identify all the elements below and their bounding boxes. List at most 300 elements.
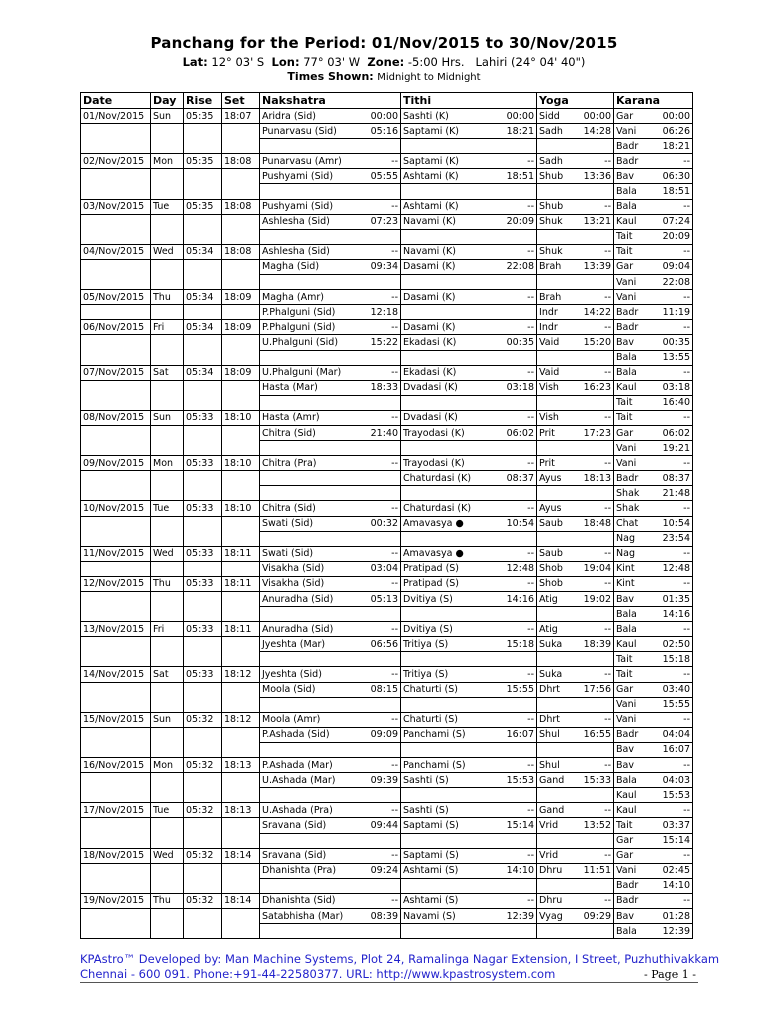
cell-yoga: Vrid: [537, 818, 574, 833]
cell-yoga: [537, 441, 574, 456]
cell-karana-time: --: [647, 501, 693, 516]
cell-nakshatra: P.Phalguni (Sid): [260, 320, 359, 335]
cell-rise: [184, 425, 222, 440]
cell-nakshatra: [260, 924, 359, 939]
cell-karana-time: 20:09: [647, 229, 693, 244]
cell-nakshatra-time: 05:16: [359, 124, 401, 139]
cell-rise: [184, 259, 222, 274]
cell-tithi: Trayodasi (K): [401, 456, 495, 471]
cell-date: 05/Nov/2015: [81, 290, 151, 305]
cell-day: [151, 516, 184, 531]
cell-karana: Kint: [614, 561, 647, 576]
cell-karana-time: 14:10: [647, 878, 693, 893]
cell-set: [222, 214, 260, 229]
cell-date: 03/Nov/2015: [81, 199, 151, 214]
cell-set: 18:11: [222, 546, 260, 561]
cell-yoga: Sadh: [537, 124, 574, 139]
cell-yoga-time: --: [574, 365, 614, 380]
cell-yoga: [537, 184, 574, 199]
cell-karana: Tait: [614, 410, 647, 425]
col-set: Set: [222, 93, 260, 109]
cell-day: [151, 773, 184, 788]
cell-tithi-time: [495, 305, 537, 320]
table-row: [81, 576, 693, 591]
cell-yoga: Sidd: [537, 109, 574, 124]
cell-nakshatra-time: [359, 229, 401, 244]
cell-yoga-time: 18:48: [574, 516, 614, 531]
cell-nakshatra: Magha (Amr): [260, 290, 359, 305]
cell-day: Thu: [151, 893, 184, 908]
cell-yoga-time: [574, 229, 614, 244]
cell-nakshatra: [260, 275, 359, 290]
cell-date: 09/Nov/2015: [81, 456, 151, 471]
cell-set: [222, 607, 260, 622]
lon-value: 77° 03' W: [303, 55, 361, 69]
cell-tithi-time: --: [495, 576, 537, 591]
table-row: [81, 652, 693, 667]
cell-rise: [184, 229, 222, 244]
cell-yoga-time: --: [574, 622, 614, 637]
cell-tithi-time: 00:00: [495, 109, 537, 124]
cell-yoga-time: [574, 441, 614, 456]
cell-day: [151, 259, 184, 274]
table-row: [81, 742, 693, 757]
cell-yoga-time: --: [574, 758, 614, 773]
cell-rise: [184, 773, 222, 788]
col-rise: Rise: [184, 93, 222, 109]
cell-yoga: Indr: [537, 320, 574, 335]
cell-yoga: Prit: [537, 456, 574, 471]
cell-set: 18:13: [222, 758, 260, 773]
cell-tithi-time: --: [495, 320, 537, 335]
cell-tithi: Amavasya ●: [401, 546, 495, 561]
cell-set: [222, 335, 260, 350]
cell-nakshatra-time: --: [359, 576, 401, 591]
table-row: [81, 456, 693, 471]
cell-karana-time: 03:37: [647, 818, 693, 833]
cell-day: Thu: [151, 290, 184, 305]
cell-rise: [184, 335, 222, 350]
cell-tithi: [401, 139, 495, 154]
cell-date: [81, 380, 151, 395]
cell-nakshatra-time: 07:23: [359, 214, 401, 229]
cell-karana: Kaul: [614, 637, 647, 652]
cell-karana-time: 11:19: [647, 305, 693, 320]
cell-yoga-time: --: [574, 244, 614, 259]
table-row: [81, 667, 693, 682]
cell-nakshatra-time: 21:40: [359, 425, 401, 440]
cell-yoga: [537, 924, 574, 939]
cell-yoga: Ayus: [537, 471, 574, 486]
cell-yoga: Brah: [537, 259, 574, 274]
cell-day: Tue: [151, 803, 184, 818]
cell-yoga: [537, 486, 574, 501]
cell-karana: Tait: [614, 395, 647, 410]
cell-nakshatra: Ashlesha (Sid): [260, 214, 359, 229]
cell-date: [81, 592, 151, 607]
table-row: [81, 124, 693, 139]
cell-karana: Bala: [614, 924, 647, 939]
cell-tithi-time: [495, 184, 537, 199]
cell-yoga-time: [574, 184, 614, 199]
cell-yoga: Vish: [537, 410, 574, 425]
cell-nakshatra-time: --: [359, 667, 401, 682]
cell-nakshatra-time: --: [359, 365, 401, 380]
cell-yoga-time: --: [574, 848, 614, 863]
cell-date: 06/Nov/2015: [81, 320, 151, 335]
cell-nakshatra-time: [359, 184, 401, 199]
table-row: [81, 229, 693, 244]
cell-nakshatra: U.Phalguni (Sid): [260, 335, 359, 350]
table-row: [81, 335, 693, 350]
cell-tithi-time: 12:48: [495, 561, 537, 576]
cell-yoga: [537, 652, 574, 667]
cell-karana-time: 15:14: [647, 833, 693, 848]
cell-yoga-time: [574, 833, 614, 848]
cell-tithi: Dasami (K): [401, 290, 495, 305]
cell-set: [222, 350, 260, 365]
cell-tithi-time: 08:37: [495, 471, 537, 486]
cell-day: Sun: [151, 109, 184, 124]
cell-day: [151, 652, 184, 667]
cell-tithi: Saptami (S): [401, 848, 495, 863]
cell-set: 18:10: [222, 456, 260, 471]
cell-yoga: Shuk: [537, 244, 574, 259]
cell-set: 18:09: [222, 365, 260, 380]
table-row: [81, 214, 693, 229]
cell-nakshatra: [260, 139, 359, 154]
table-row: [81, 109, 693, 124]
cell-nakshatra-time: 00:00: [359, 109, 401, 124]
cell-rise: [184, 471, 222, 486]
cell-rise: 05:34: [184, 290, 222, 305]
cell-karana: Bala: [614, 622, 647, 637]
cell-date: [81, 818, 151, 833]
cell-karana: Bav: [614, 592, 647, 607]
cell-day: Sun: [151, 410, 184, 425]
cell-date: [81, 335, 151, 350]
cell-nakshatra: [260, 395, 359, 410]
cell-set: 18:09: [222, 290, 260, 305]
cell-tithi-time: 06:02: [495, 425, 537, 440]
table-row: [81, 788, 693, 803]
col-date: Date: [81, 93, 151, 109]
location-line: [0, 55, 768, 69]
cell-set: [222, 441, 260, 456]
cell-yoga-time: 00:00: [574, 109, 614, 124]
cell-karana-time: 22:08: [647, 275, 693, 290]
cell-yoga-time: [574, 275, 614, 290]
table-row: [81, 441, 693, 456]
table-row: [81, 607, 693, 622]
cell-set: 18:08: [222, 244, 260, 259]
cell-rise: 05:33: [184, 501, 222, 516]
cell-yoga: [537, 275, 574, 290]
cell-tithi-time: [495, 275, 537, 290]
cell-yoga: Dhru: [537, 893, 574, 908]
cell-nakshatra-time: [359, 139, 401, 154]
cell-nakshatra: [260, 878, 359, 893]
cell-karana: Vani: [614, 712, 647, 727]
cell-yoga: [537, 878, 574, 893]
cell-tithi: [401, 652, 495, 667]
cell-yoga: Shul: [537, 758, 574, 773]
cell-nakshatra: Jyeshta (Sid): [260, 667, 359, 682]
cell-set: 18:10: [222, 410, 260, 425]
cell-nakshatra-time: 09:09: [359, 727, 401, 742]
cell-set: [222, 229, 260, 244]
cell-day: [151, 214, 184, 229]
cell-date: [81, 697, 151, 712]
cell-karana: Bav: [614, 169, 647, 184]
cell-set: 18:12: [222, 712, 260, 727]
cell-day: Mon: [151, 456, 184, 471]
cell-rise: [184, 727, 222, 742]
cell-nakshatra-time: --: [359, 803, 401, 818]
cell-rise: 05:33: [184, 410, 222, 425]
cell-yoga-time: [574, 531, 614, 546]
cell-tithi-time: [495, 742, 537, 757]
cell-yoga-time: --: [574, 712, 614, 727]
cell-karana-time: 16:07: [647, 742, 693, 757]
cell-yoga: Brah: [537, 290, 574, 305]
cell-tithi: Sashti (K): [401, 109, 495, 124]
lat-value: 12° 03' S: [211, 55, 265, 69]
cell-tithi: Saptami (K): [401, 124, 495, 139]
cell-set: [222, 833, 260, 848]
cell-nakshatra-time: --: [359, 456, 401, 471]
cell-rise: [184, 214, 222, 229]
cell-tithi: Dasami (K): [401, 259, 495, 274]
table-row: [81, 154, 693, 169]
cell-tithi: Dvadasi (K): [401, 380, 495, 395]
table-row: [81, 848, 693, 863]
cell-nakshatra-time: --: [359, 410, 401, 425]
cell-karana: Bav: [614, 335, 647, 350]
table-row: [81, 818, 693, 833]
cell-karana-time: --: [647, 410, 693, 425]
cell-karana-time: --: [647, 456, 693, 471]
cell-nakshatra: Chitra (Sid): [260, 501, 359, 516]
cell-karana-time: --: [647, 244, 693, 259]
page-number: - Page 1 -: [644, 968, 696, 981]
cell-tithi: [401, 441, 495, 456]
cell-tithi: [401, 697, 495, 712]
cell-rise: [184, 516, 222, 531]
cell-date: 11/Nov/2015: [81, 546, 151, 561]
cell-day: [151, 229, 184, 244]
cell-tithi: Tritiya (S): [401, 667, 495, 682]
cell-yoga: Dhru: [537, 863, 574, 878]
cell-yoga-time: [574, 350, 614, 365]
cell-set: [222, 652, 260, 667]
cell-tithi-time: [495, 697, 537, 712]
cell-yoga: Shub: [537, 199, 574, 214]
cell-day: Tue: [151, 501, 184, 516]
cell-yoga-time: 15:33: [574, 773, 614, 788]
cell-yoga-time: [574, 139, 614, 154]
cell-karana-time: 06:02: [647, 425, 693, 440]
cell-set: [222, 471, 260, 486]
cell-karana: Badr: [614, 727, 647, 742]
cell-karana: Nag: [614, 546, 647, 561]
cell-karana: Badr: [614, 139, 647, 154]
cell-nakshatra: Moola (Sid): [260, 682, 359, 697]
cell-karana-time: --: [647, 290, 693, 305]
cell-date: [81, 607, 151, 622]
table-row: [81, 486, 693, 501]
cell-date: [81, 637, 151, 652]
cell-set: [222, 486, 260, 501]
cell-karana-time: 18:51: [647, 184, 693, 199]
cell-karana: Gar: [614, 425, 647, 440]
panchang-table: [80, 92, 693, 939]
cell-nakshatra-time: 09:34: [359, 259, 401, 274]
cell-karana: Bala: [614, 199, 647, 214]
cell-rise: 05:34: [184, 320, 222, 335]
cell-tithi-time: --: [495, 893, 537, 908]
cell-tithi: Chaturdasi (K): [401, 471, 495, 486]
cell-karana: Tait: [614, 818, 647, 833]
table-row: [81, 244, 693, 259]
cell-nakshatra-time: 05:13: [359, 592, 401, 607]
cell-yoga: Gand: [537, 803, 574, 818]
cell-karana: Bala: [614, 773, 647, 788]
cell-rise: 05:35: [184, 199, 222, 214]
cell-nakshatra-time: [359, 531, 401, 546]
cell-date: [81, 773, 151, 788]
cell-date: 01/Nov/2015: [81, 109, 151, 124]
cell-day: [151, 878, 184, 893]
cell-rise: 05:34: [184, 244, 222, 259]
cell-yoga-time: 13:36: [574, 169, 614, 184]
cell-day: Fri: [151, 320, 184, 335]
cell-set: 18:09: [222, 320, 260, 335]
cell-day: Wed: [151, 244, 184, 259]
cell-yoga: [537, 229, 574, 244]
cell-yoga-time: --: [574, 546, 614, 561]
cell-date: [81, 275, 151, 290]
cell-karana-time: 03:40: [647, 682, 693, 697]
cell-set: [222, 697, 260, 712]
cell-karana-time: 18:21: [647, 139, 693, 154]
table-row: [81, 561, 693, 576]
cell-day: [151, 788, 184, 803]
cell-nakshatra: Chitra (Pra): [260, 456, 359, 471]
cell-rise: [184, 607, 222, 622]
cell-nakshatra: [260, 229, 359, 244]
cell-karana-time: 21:48: [647, 486, 693, 501]
cell-set: [222, 184, 260, 199]
cell-day: [151, 169, 184, 184]
cell-tithi: [401, 878, 495, 893]
table-row: [81, 275, 693, 290]
cell-nakshatra-time: --: [359, 622, 401, 637]
cell-yoga-time: [574, 652, 614, 667]
cell-date: [81, 305, 151, 320]
cell-yoga: Prit: [537, 425, 574, 440]
cell-yoga: [537, 350, 574, 365]
cell-set: [222, 531, 260, 546]
cell-nakshatra-time: --: [359, 893, 401, 908]
cell-yoga: [537, 395, 574, 410]
cell-nakshatra-time: --: [359, 244, 401, 259]
table-row: [81, 878, 693, 893]
cell-date: [81, 652, 151, 667]
table-row: [81, 682, 693, 697]
cell-karana: Vani: [614, 697, 647, 712]
cell-tithi-time: [495, 652, 537, 667]
cell-set: [222, 682, 260, 697]
cell-day: [151, 305, 184, 320]
cell-date: [81, 425, 151, 440]
cell-tithi-time: 12:39: [495, 908, 537, 923]
cell-date: 08/Nov/2015: [81, 410, 151, 425]
cell-tithi-time: --: [495, 456, 537, 471]
cell-nakshatra: Visakha (Sid): [260, 561, 359, 576]
table-row: [81, 833, 693, 848]
cell-tithi: Panchami (S): [401, 727, 495, 742]
cell-set: [222, 305, 260, 320]
cell-day: [151, 184, 184, 199]
table-row: [81, 501, 693, 516]
cell-rise: [184, 878, 222, 893]
cell-day: [151, 863, 184, 878]
cell-nakshatra: Pushyami (Sid): [260, 169, 359, 184]
cell-nakshatra-time: --: [359, 848, 401, 863]
col-karana: Karana: [614, 93, 693, 109]
cell-nakshatra-time: [359, 878, 401, 893]
cell-tithi: Ekadasi (K): [401, 335, 495, 350]
cell-tithi-time: --: [495, 290, 537, 305]
cell-yoga-time: 19:04: [574, 561, 614, 576]
cell-tithi-time: --: [495, 244, 537, 259]
cell-nakshatra-time: 18:33: [359, 380, 401, 395]
cell-date: [81, 561, 151, 576]
cell-karana: Vani: [614, 456, 647, 471]
cell-rise: [184, 275, 222, 290]
cell-karana: Badr: [614, 893, 647, 908]
cell-karana: Gar: [614, 848, 647, 863]
zone-value: -5:00 Hrs.: [407, 55, 465, 69]
cell-date: [81, 229, 151, 244]
cell-day: Sun: [151, 712, 184, 727]
cell-nakshatra: Satabhisha (Mar): [260, 908, 359, 923]
cell-nakshatra: Jyeshta (Mar): [260, 637, 359, 652]
cell-yoga-time: 18:39: [574, 637, 614, 652]
cell-set: [222, 818, 260, 833]
cell-karana: Tait: [614, 229, 647, 244]
cell-set: [222, 275, 260, 290]
cell-nakshatra: [260, 742, 359, 757]
cell-date: [81, 395, 151, 410]
cell-yoga: [537, 139, 574, 154]
cell-nakshatra: Hasta (Amr): [260, 410, 359, 425]
table-row: [81, 758, 693, 773]
cell-nakshatra-time: [359, 833, 401, 848]
cell-tithi: [401, 742, 495, 757]
cell-nakshatra-time: [359, 652, 401, 667]
cell-tithi: Pratipad (S): [401, 561, 495, 576]
cell-tithi: Chaturti (S): [401, 682, 495, 697]
cell-rise: [184, 380, 222, 395]
cell-karana-time: --: [647, 576, 693, 591]
cell-rise: [184, 350, 222, 365]
cell-yoga: Vrid: [537, 848, 574, 863]
cell-tithi-time: --: [495, 803, 537, 818]
cell-yoga-time: 13:52: [574, 818, 614, 833]
cell-set: 18:12: [222, 667, 260, 682]
